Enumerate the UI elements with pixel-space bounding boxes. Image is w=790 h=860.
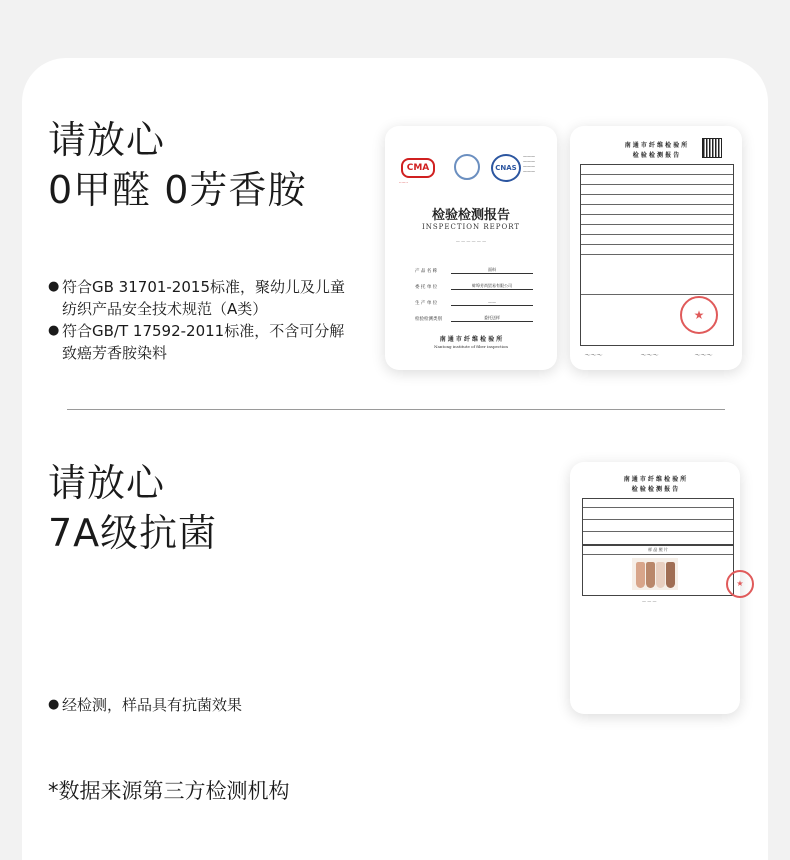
signature: ～～～ (694, 352, 713, 359)
section2-title-line2: 7A级抗菌 (48, 511, 218, 555)
report-title-cn: 检验检测报告 (431, 208, 510, 223)
page-footer: — — — (642, 598, 657, 603)
report-field-row: 生 产 单 位 —— (415, 290, 533, 306)
sheet2-results-table (582, 498, 734, 546)
data-source-note: *数据来源第三方检测机构 (48, 779, 290, 803)
ilac-logo (454, 154, 480, 180)
sample-photo-label: 样 品 照 片 (583, 545, 733, 555)
institute-name: 南 通 市 纤 维 检 验 所 (439, 336, 503, 343)
report-number: — — — — — — (455, 238, 487, 243)
inspection-report-sheet-image (570, 126, 742, 370)
cma-logo: CMA (401, 158, 435, 178)
signature: ～～～ (584, 352, 603, 359)
section-divider (67, 409, 725, 410)
sheet1-title: 检 验 检 测 报 告 (632, 152, 680, 159)
signature: ～～～ (640, 352, 659, 359)
qr-code-icon (702, 138, 722, 158)
sheet1-institute: 南 通 市 纤 维 检 验 所 (624, 142, 688, 149)
section1-bullets (48, 276, 348, 364)
inspection-report-cover-image (385, 126, 557, 370)
sample-socks-photo (632, 558, 678, 590)
section1-bullet-2: ● 符合GB/T 17592-2011标准，不含可分解致癌芳香胺染料 (48, 320, 348, 364)
institute-name-en: Nantong institute of fiber inspection (434, 344, 508, 349)
official-stamp-icon: ★ (726, 570, 754, 598)
cma-logo-subtext: ······· (399, 180, 408, 185)
section2-title (48, 458, 217, 558)
section1-title (48, 115, 306, 215)
report-field-row: 委 托 单 位 蚌埠芳尚贸易有限公司 (415, 274, 533, 290)
sheet2-institute: 南 通 市 纤 维 检 验 所 (623, 476, 687, 483)
section2-title-line1: 请放心 (48, 461, 166, 505)
report-fields (415, 258, 533, 322)
section1-title-line2: 0甲醛 0芳香胺 (48, 168, 307, 212)
sheet2-title: 检 验 检 测 报 告 (631, 486, 679, 493)
official-stamp-icon: ★ (680, 296, 718, 334)
antibacterial-report-image (570, 462, 744, 714)
report-field-row: 产 品 名 称 面料 (415, 258, 533, 274)
section2-bullets (48, 694, 348, 716)
section1-title-line1: 请放心 (48, 118, 166, 162)
section2-bullet-1: ● 经检测，样品具有抗菌效果 (48, 694, 348, 716)
report-title-en: INSPECTION REPORT (421, 223, 521, 231)
certification-logos (399, 154, 539, 184)
cnas-logo: CNAS (491, 154, 521, 182)
section1-bullet-1: ● 符合GB 31701-2015标准，聚幼儿及儿童纺织产品安全技术规范（A类） (48, 276, 348, 320)
report-field-row: 检验检测类别 委托送样 (415, 306, 533, 322)
cnas-logo-subtext: ——— ——— ——— ——— (523, 154, 535, 174)
